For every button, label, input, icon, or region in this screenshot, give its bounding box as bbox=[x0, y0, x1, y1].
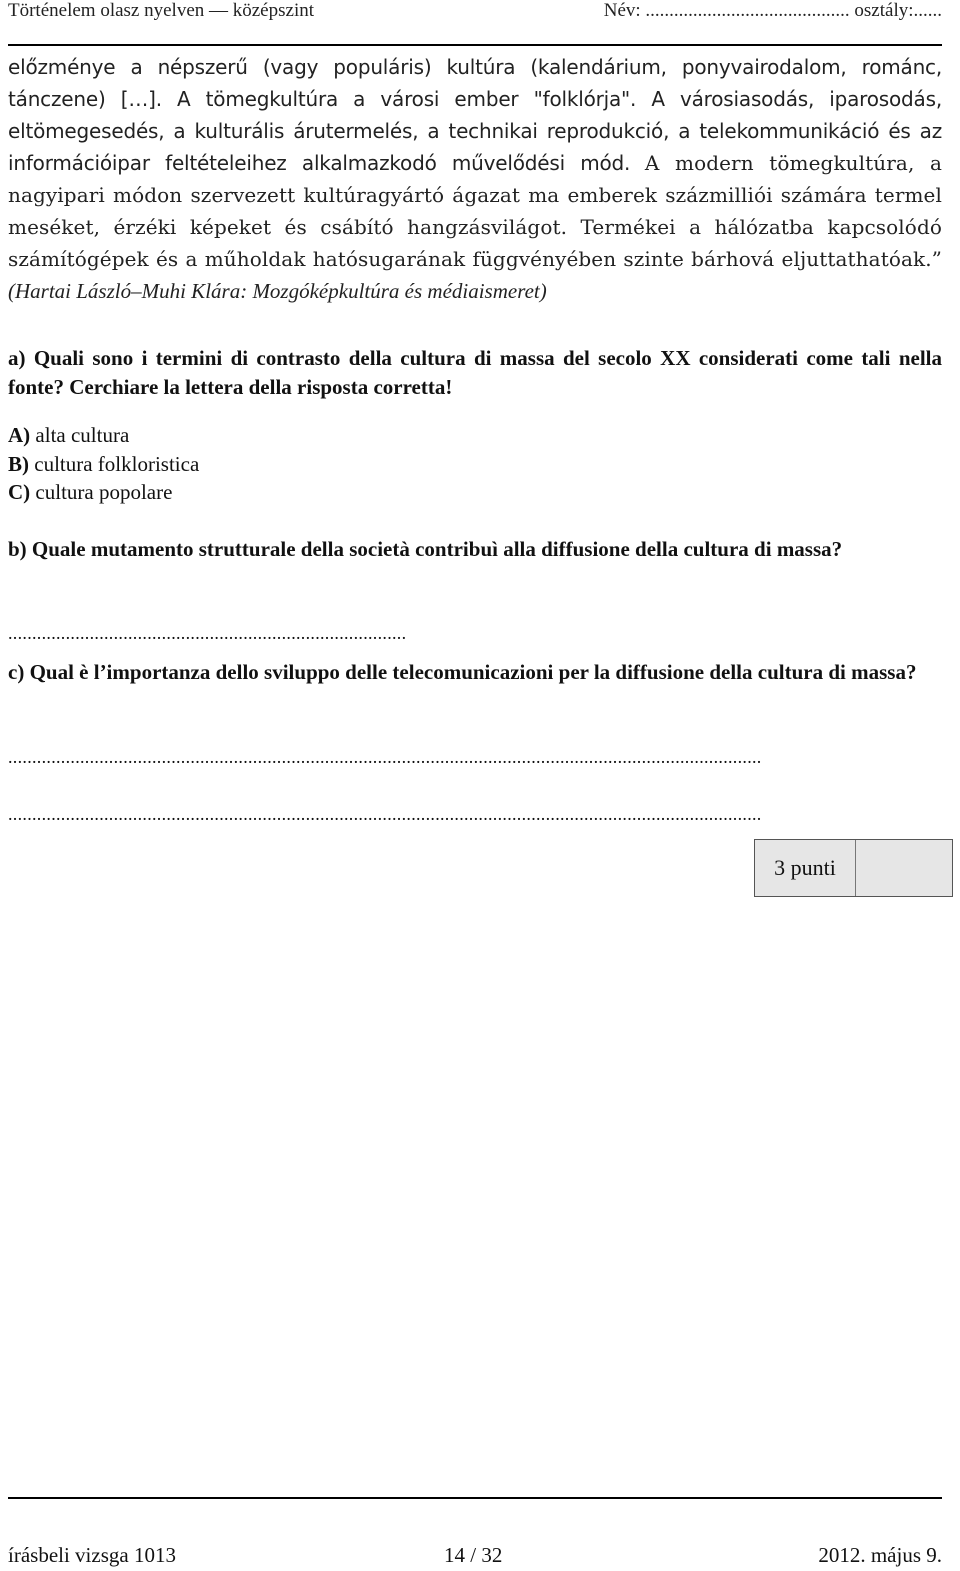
question-a-options bbox=[8, 421, 199, 507]
passage-citation: (Hartai László–Muhi Klára: Mozgóképkultúra és médiaismeret) bbox=[8, 279, 547, 303]
option-text: alta cultura bbox=[30, 423, 130, 447]
page-header bbox=[8, 0, 942, 26]
footer-date: 2012. május 9. bbox=[818, 1543, 942, 1567]
header-name-field: Név: ........................................... osztály:...... bbox=[603, 0, 942, 21]
footer-exam-code: írásbeli vizsga 1013 bbox=[8, 1543, 176, 1567]
question-b: b) Quale mutamento strutturale della società contribuì alla diffusione della cultura di massa? bbox=[8, 537, 843, 561]
score-label: 3 punti bbox=[755, 840, 856, 896]
option-c[interactable] bbox=[8, 478, 199, 507]
option-a[interactable] bbox=[8, 421, 199, 450]
option-letter: A) bbox=[8, 423, 31, 447]
score-entry-cell[interactable] bbox=[856, 840, 952, 896]
option-text: cultura popolare bbox=[30, 480, 173, 504]
header-rule bbox=[8, 44, 942, 46]
question-c: c) Qual è l’importanza dello sviluppo delle telecomunicazioni per la diffusione della cultura di massa? bbox=[8, 660, 917, 684]
source-passage bbox=[8, 51, 942, 307]
header-title: Történelem olasz nyelven — középszint bbox=[8, 0, 315, 21]
option-letter: C) bbox=[8, 480, 31, 504]
passage-part-2: A modern tömegkultúra, a nagyipari módon szervezett kultúragyártó ágazat ma emberek százmilliói számára termel meséket, érzéki képeket és csábító hangzásvilágot. Termékei a hálózatba kapcsolódó számítógépek és a műholdak hatósugarának függvényében szinte bárhová eljuttathatóak.” bbox=[8, 151, 943, 271]
answer-line-b[interactable]: ................................................................................... bbox=[8, 623, 407, 643]
question-a: a) Quali sono i termini di contrasto della cultura di massa del secolo XX considerati come tali nella fonte? Cerchiare la lettera della risposta corretta! bbox=[8, 346, 942, 399]
answer-line-c-1[interactable]: ............................................................................................................................................................. bbox=[8, 747, 762, 767]
option-b[interactable] bbox=[8, 450, 199, 479]
footer-rule bbox=[8, 1497, 942, 1499]
answer-line-c-2[interactable]: ............................................................................................................................................................. bbox=[8, 804, 762, 824]
footer-page-number: 14 / 32 bbox=[444, 1543, 503, 1567]
passage-part-1: előzménye a népszerű (vagy populáris) kultúra (kalendárium, ponyvairodalom, románc, tánczene) […]. A tömegkultúra a városi ember "folklórja". A városiasodás, iparosodás, eltömegesedés, a kulturális árutermelés, a technikai reprodukció, a telekommunikáció és az információipar feltételeihez alkalmazkodó művelődési mód. bbox=[8, 55, 942, 175]
option-letter: B) bbox=[8, 451, 29, 476]
score-box bbox=[754, 839, 953, 897]
option-text: cultura folkloristica bbox=[29, 451, 200, 476]
